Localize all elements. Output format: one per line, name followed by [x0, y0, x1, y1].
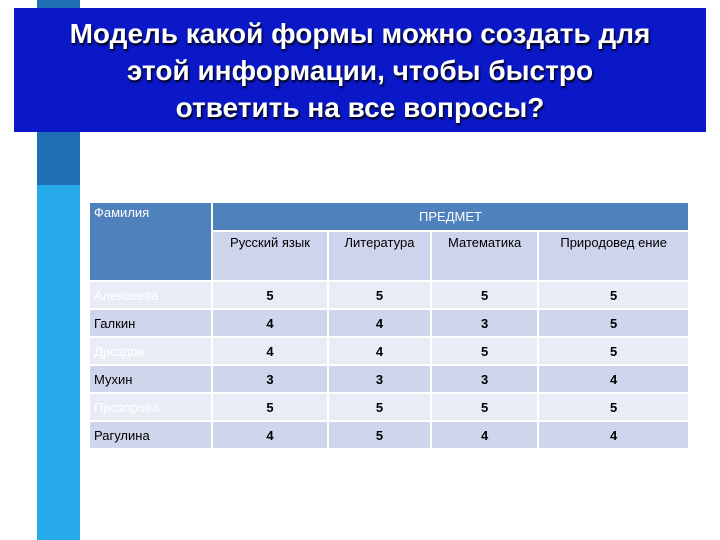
subject-header-russian: Русский язык: [213, 232, 327, 280]
student-name: Мухин: [90, 366, 211, 392]
grade-cell: 3: [213, 366, 327, 392]
grade-cell: 4: [329, 338, 430, 364]
subject-group-header: ПРЕДМЕТ: [213, 203, 688, 230]
student-name: Рагулина: [90, 422, 211, 448]
grade-cell: 4: [213, 338, 327, 364]
grade-cell: 5: [539, 282, 688, 308]
student-name: Прозорова: [90, 394, 211, 420]
subject-header-math: Математика: [432, 232, 537, 280]
table-header-row: [90, 203, 688, 230]
grades-table: [88, 201, 690, 450]
grade-cell: 5: [539, 394, 688, 420]
grade-cell: 5: [432, 282, 537, 308]
surname-header: Фамилия: [90, 203, 211, 280]
student-name: Галкин: [90, 310, 211, 336]
grade-cell: 5: [329, 422, 430, 448]
grade-cell: 5: [329, 394, 430, 420]
title-banner: [14, 8, 706, 132]
grade-cell: 4: [539, 366, 688, 392]
grade-cell: 4: [213, 422, 327, 448]
grade-cell: 5: [213, 282, 327, 308]
table-row: [90, 310, 688, 336]
decorative-stripe-bottom: [37, 185, 80, 540]
table-row: [90, 394, 688, 420]
grade-cell: 3: [432, 366, 537, 392]
subject-header-literature: Литература: [329, 232, 430, 280]
grade-cell: 4: [432, 422, 537, 448]
grade-cell: 5: [213, 394, 327, 420]
slide-title: Модель какой формы можно создать для этой информации, чтобы быстро ответить на все вопросы?: [69, 17, 651, 123]
grade-cell: 4: [539, 422, 688, 448]
table-row: [90, 282, 688, 308]
grade-cell: 4: [213, 310, 327, 336]
student-name: Алексеева: [90, 282, 211, 308]
grade-cell: 5: [329, 282, 430, 308]
grade-cell: 5: [432, 338, 537, 364]
grade-cell: 3: [329, 366, 430, 392]
student-name: Дроздов: [90, 338, 211, 364]
table-row: [90, 422, 688, 448]
grade-cell: 3: [432, 310, 537, 336]
grade-cell: 4: [329, 310, 430, 336]
grade-cell: 5: [432, 394, 537, 420]
subject-header-nature: Природовед ение: [539, 232, 688, 280]
table-row: [90, 338, 688, 364]
grade-cell: 5: [539, 338, 688, 364]
grade-cell: 5: [539, 310, 688, 336]
table-row: [90, 366, 688, 392]
